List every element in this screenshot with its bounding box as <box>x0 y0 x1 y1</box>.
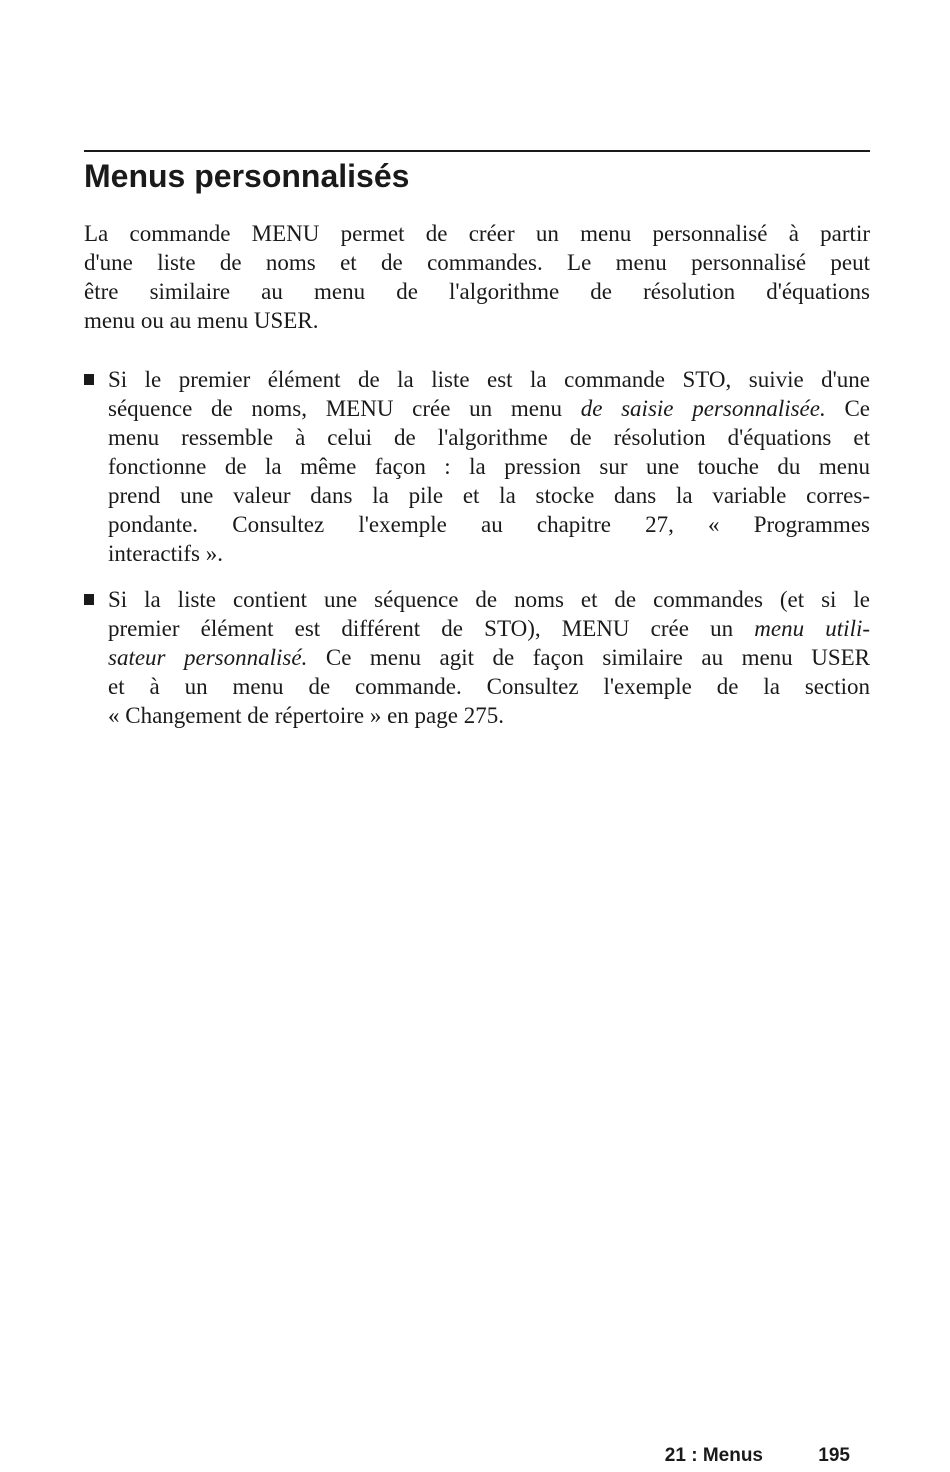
page-number: 195 <box>818 1445 850 1466</box>
bullet-text: prend une valeur dans la pile et la stocke dans la variable corres- <box>108 483 870 508</box>
square-bullet-icon <box>84 374 94 385</box>
bullet-line <box>108 701 870 730</box>
bullet-text: menu ressemble à celui de l'algorithme de résolution d'équations et <box>108 425 870 450</box>
footer-chapter-label: 21 : Menus <box>664 1445 763 1466</box>
bullet-italic-term: menu utili- <box>754 616 871 641</box>
bullet-line <box>108 585 870 614</box>
intro-line: d'une liste de noms et de commandes. Le menu personnalisé peut <box>84 250 870 275</box>
intro-paragraph <box>84 219 870 335</box>
bullet-text: Ce menu agit de façon similaire au menu USER <box>307 645 870 670</box>
bullet-italic-term: de saisie personnalisée. <box>580 396 826 421</box>
bullet-line <box>108 672 870 701</box>
intro-line: menu ou au menu USER. <box>84 308 319 333</box>
bullet-list-second <box>84 585 870 730</box>
bullet-line <box>108 423 870 452</box>
bullet-line <box>108 643 870 672</box>
bullet-text: Si la liste contient une séquence de noms et de commandes (et si le <box>108 587 870 612</box>
bullet-line <box>108 614 870 643</box>
section-rule <box>84 150 870 152</box>
bullet-line <box>108 510 870 539</box>
bullet-text: premier élément est différent de STO), MENU crée un <box>108 616 755 641</box>
bullet-line <box>108 365 870 394</box>
intro-line: La commande MENU permet de créer un menu personnalisé à partir <box>84 221 870 246</box>
bullet-item-user-menu <box>84 585 870 730</box>
bullet-text: séquence de noms, MENU crée un menu <box>108 396 581 421</box>
bullet-italic-term: sateur personnalisé. <box>108 645 308 670</box>
bullet-text: Ce <box>825 396 870 421</box>
section-title: Menus personnalisés <box>84 158 410 194</box>
bullet-text: Si le premier élément de la liste est la commande STO, suivie d'une <box>108 367 870 392</box>
page-footer <box>0 1441 950 1471</box>
bullet-line <box>108 394 870 423</box>
bullet-text: et à un menu de commande. Consultez l'exemple de la section <box>108 674 870 699</box>
bullet-line <box>108 481 870 510</box>
bullet-line <box>108 539 870 568</box>
bullet-text: interactifs ». <box>108 541 223 566</box>
intro-line: être similaire au menu de l'algorithme de résolution d'équations <box>84 279 870 304</box>
bullet-text: fonctionne de la même façon : la pression sur une touche du menu <box>108 454 870 479</box>
bullet-text: « Changement de répertoire » en page 275. <box>108 703 504 728</box>
bullet-list-first <box>84 365 870 568</box>
bullet-line <box>108 452 870 481</box>
bullet-item-sto-menu <box>84 365 870 568</box>
bullet-text: pondante. Consultez l'exemple au chapitre 27, « Programmes <box>108 512 870 537</box>
square-bullet-icon <box>84 594 94 605</box>
